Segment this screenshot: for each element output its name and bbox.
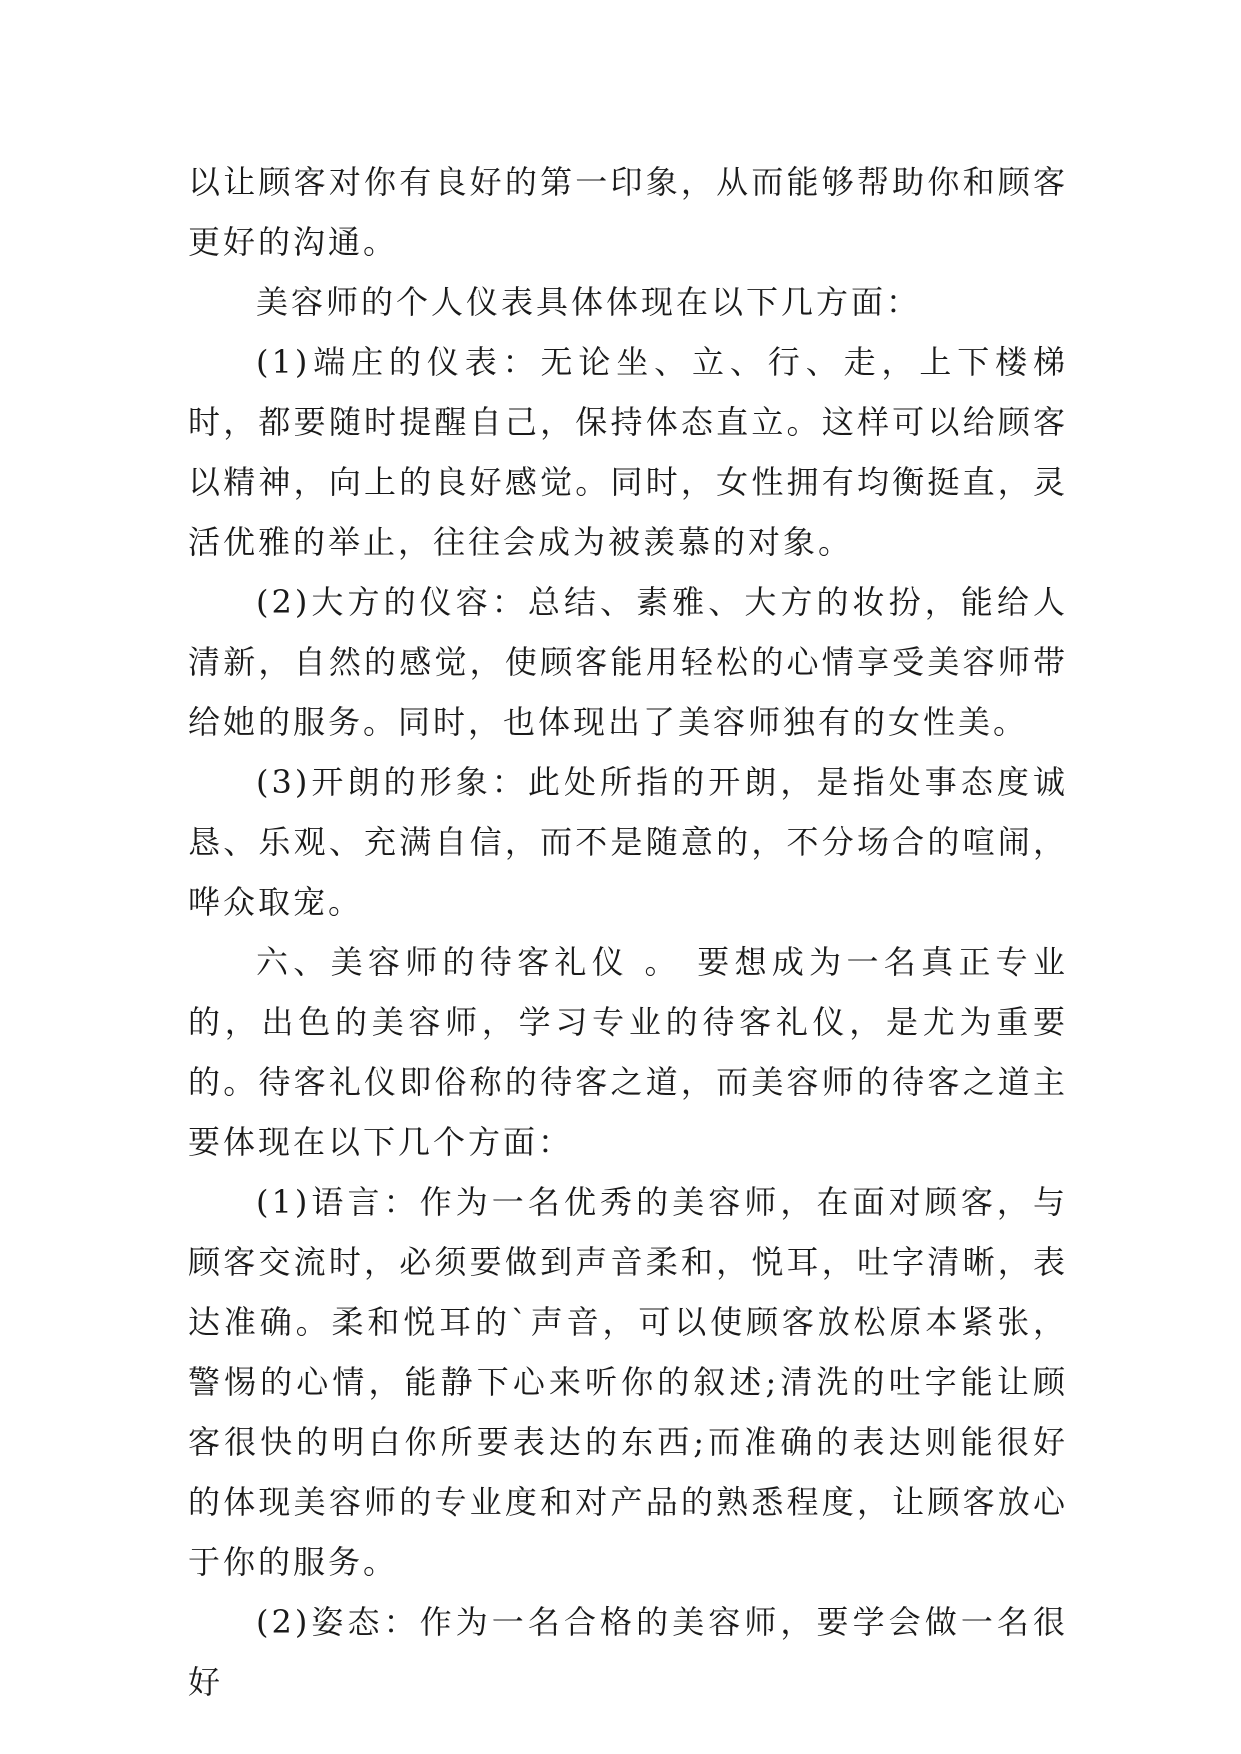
paragraph-appearance-item-1: (1)端庄的仪表：无论坐、立、行、走，上下楼梯时，都要随时提醒自己，保持体态直立。这样可以给顾客以精神，向上的良好感觉。同时，女性拥有均衡挺直，灵活优雅的举止，往往会成为被羡慕的对象。 [188, 343, 1068, 561]
paragraph-appearance-heading: 美容师的个人仪表具体体现在以下几方面： [256, 283, 922, 321]
paragraph-etiquette-item-1: (1)语言：作为一名优秀的美容师，在面对顾客，与顾客交流时，必须要做到声音柔和，悦耳，吐字清晰，表达准确。柔和悦耳的`声音，可以使顾客放松原本紧张，警惕的心情，能静下心来听你的叙述;清洗的吐字能让顾客很快的明白你所要表达的东西;而准确的表达则能很好的体现美容师的专业度和对产品的熟悉程度，让顾客放心于你的服务。 [188, 1183, 1068, 1581]
paragraph-appearance-item-3: (3)开朗的形象：此处所指的开朗，是指处事态度诚恳、乐观、充满自信，而不是随意的，不分场合的喧闹，哗众取宠。 [188, 763, 1068, 921]
paragraph-appearance-item-2: (2)大方的仪容：总结、素雅、大方的妆扮，能给人清新，自然的感觉，使顾客能用轻松的心情享受美容师带给她的服务。同时，也体现出了美容师独有的女性美。 [188, 583, 1068, 741]
paragraph-section-6: 六、美容师的待客礼仪 。 要想成为一名真正专业的，出色的美容师，学习专业的待客礼仪，是尤为重要的。待客礼仪即俗称的待客之道，而美容师的待客之道主要体现在以下几个方面： [188, 943, 1068, 1161]
paragraph-etiquette-item-2: (2)姿态：作为一名合格的美容师，要学会做一名很好 [188, 1603, 1068, 1701]
paragraph-intro-continuation: 以让顾客对你有良好的第一印象，从而能够帮助你和顾客更好的沟通。 [188, 163, 1068, 261]
document-body [188, 152, 1068, 1712]
